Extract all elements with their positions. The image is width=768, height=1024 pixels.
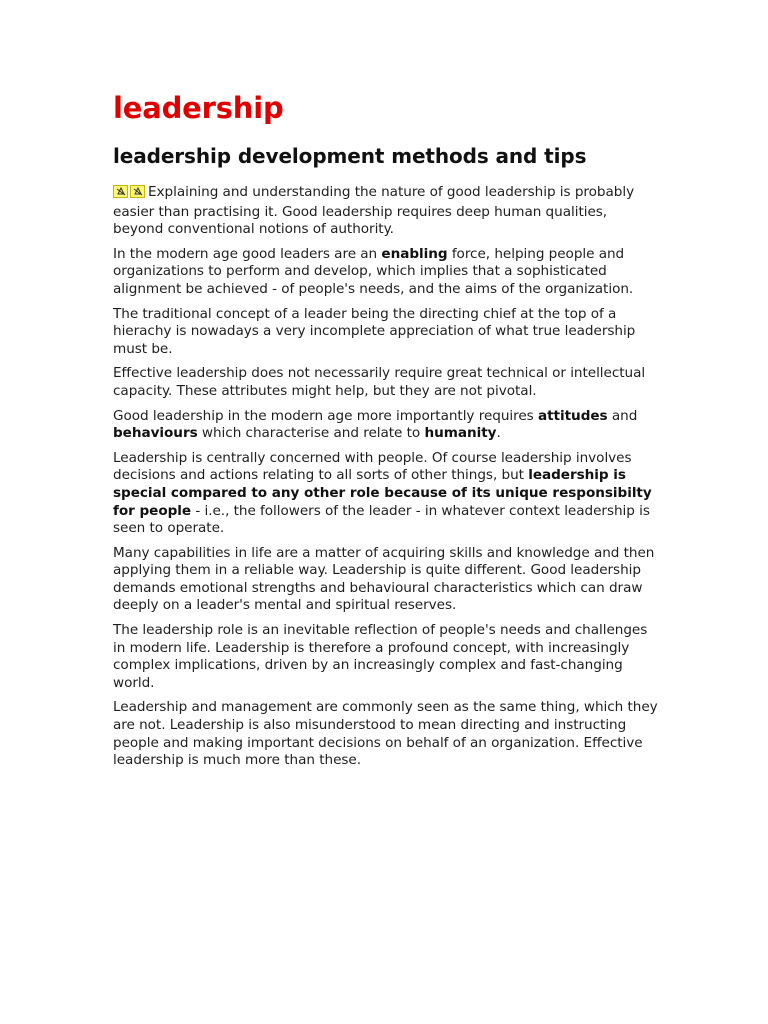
paragraph-segment: Leadership is centrally concerned with people. Of course leadership involves decisions and actions relating to all sorts of other things, but — [113, 449, 632, 484]
paragraph-segment-bold: leadership is special compared to any other role because of its unique responsibilty for people — [113, 467, 652, 519]
paragraph-segment-bold: attitudes — [537, 407, 608, 424]
paragraph-segment-bold: humanity — [424, 425, 497, 442]
document-page — [113, 88, 658, 777]
paragraph-4 — [113, 365, 658, 400]
paragraph-segment: and — [607, 407, 638, 424]
paragraph-9 — [113, 699, 658, 769]
paragraph-segment: force, helping people and organizations to perform and develop, which implies that a sophisticated alignment be achieved - of people's needs, and the aims of the organization. — [113, 245, 634, 297]
paragraph-segment: which characterise and relate to — [197, 425, 425, 442]
paragraph-3 — [113, 306, 658, 359]
paragraph-segment: Good leadership in the modern age more importantly requires — [113, 407, 538, 424]
paragraph-segment: The leadership role is an inevitable reflection of people's needs and challenges in modern life. Leadership is therefore a profound concept, with increasingly complex implications, driven by an increasingly complex and fast-changing world. — [113, 622, 648, 691]
paragraph-segment-bold: behaviours — [113, 425, 198, 442]
paragraph-segment: Many capabilities in life are a matter of acquiring skills and knowledge and then applying them in a reliable way. Leadership is quite different. Good leadership demands emotional strengths and behavioural characteristics which can draw deeply on a leader's mental and spiritual reserves. — [113, 544, 655, 614]
paragraph-segment: Leadership and management are commonly seen as the same thing, which they are not. Leadership is also misunderstood to mean directing and instructing people and making important decisions on behalf of an organization. Effective leadership is much more than these. — [113, 699, 658, 769]
paragraph-segment: Explaining and understanding the nature of good leadership is probably easier than practising it. Good leadership requires deep human qualities, beyond conventional notions of authority. — [113, 184, 635, 238]
paragraph-8 — [113, 622, 658, 692]
missing-glyph-box-icon — [113, 185, 128, 198]
paragraph-6 — [113, 450, 658, 538]
paragraph-segment-bold: enabling — [381, 245, 448, 262]
paragraph-segment: The traditional concept of a leader being the directing chief at the top of a hierachy is nowadays a very incomplete appreciation of what true leadership must be. — [113, 305, 636, 357]
paragraph-segment: In the modern age good leaders are an — [113, 245, 382, 262]
paragraph-2 — [113, 246, 658, 299]
missing-glyph-icons — [113, 185, 147, 204]
paragraph-segment: - i.e., the followers of the leader - in whatever context leadership is seen to operate. — [113, 502, 650, 537]
paragraph-segment: . — [496, 425, 501, 442]
document-title: leadership — [113, 91, 284, 125]
paragraph-7 — [113, 545, 658, 615]
paragraph-5 — [113, 408, 658, 443]
paragraph-1 — [113, 184, 658, 239]
document-subtitle: leadership development methods and tips — [113, 144, 587, 168]
paragraph-segment: Effective leadership does not necessarily require great technical or intellectual capacity. These attributes might help, but they are not pivotal. — [113, 365, 646, 399]
missing-glyph-box-icon — [130, 185, 145, 198]
document-body — [113, 184, 658, 770]
